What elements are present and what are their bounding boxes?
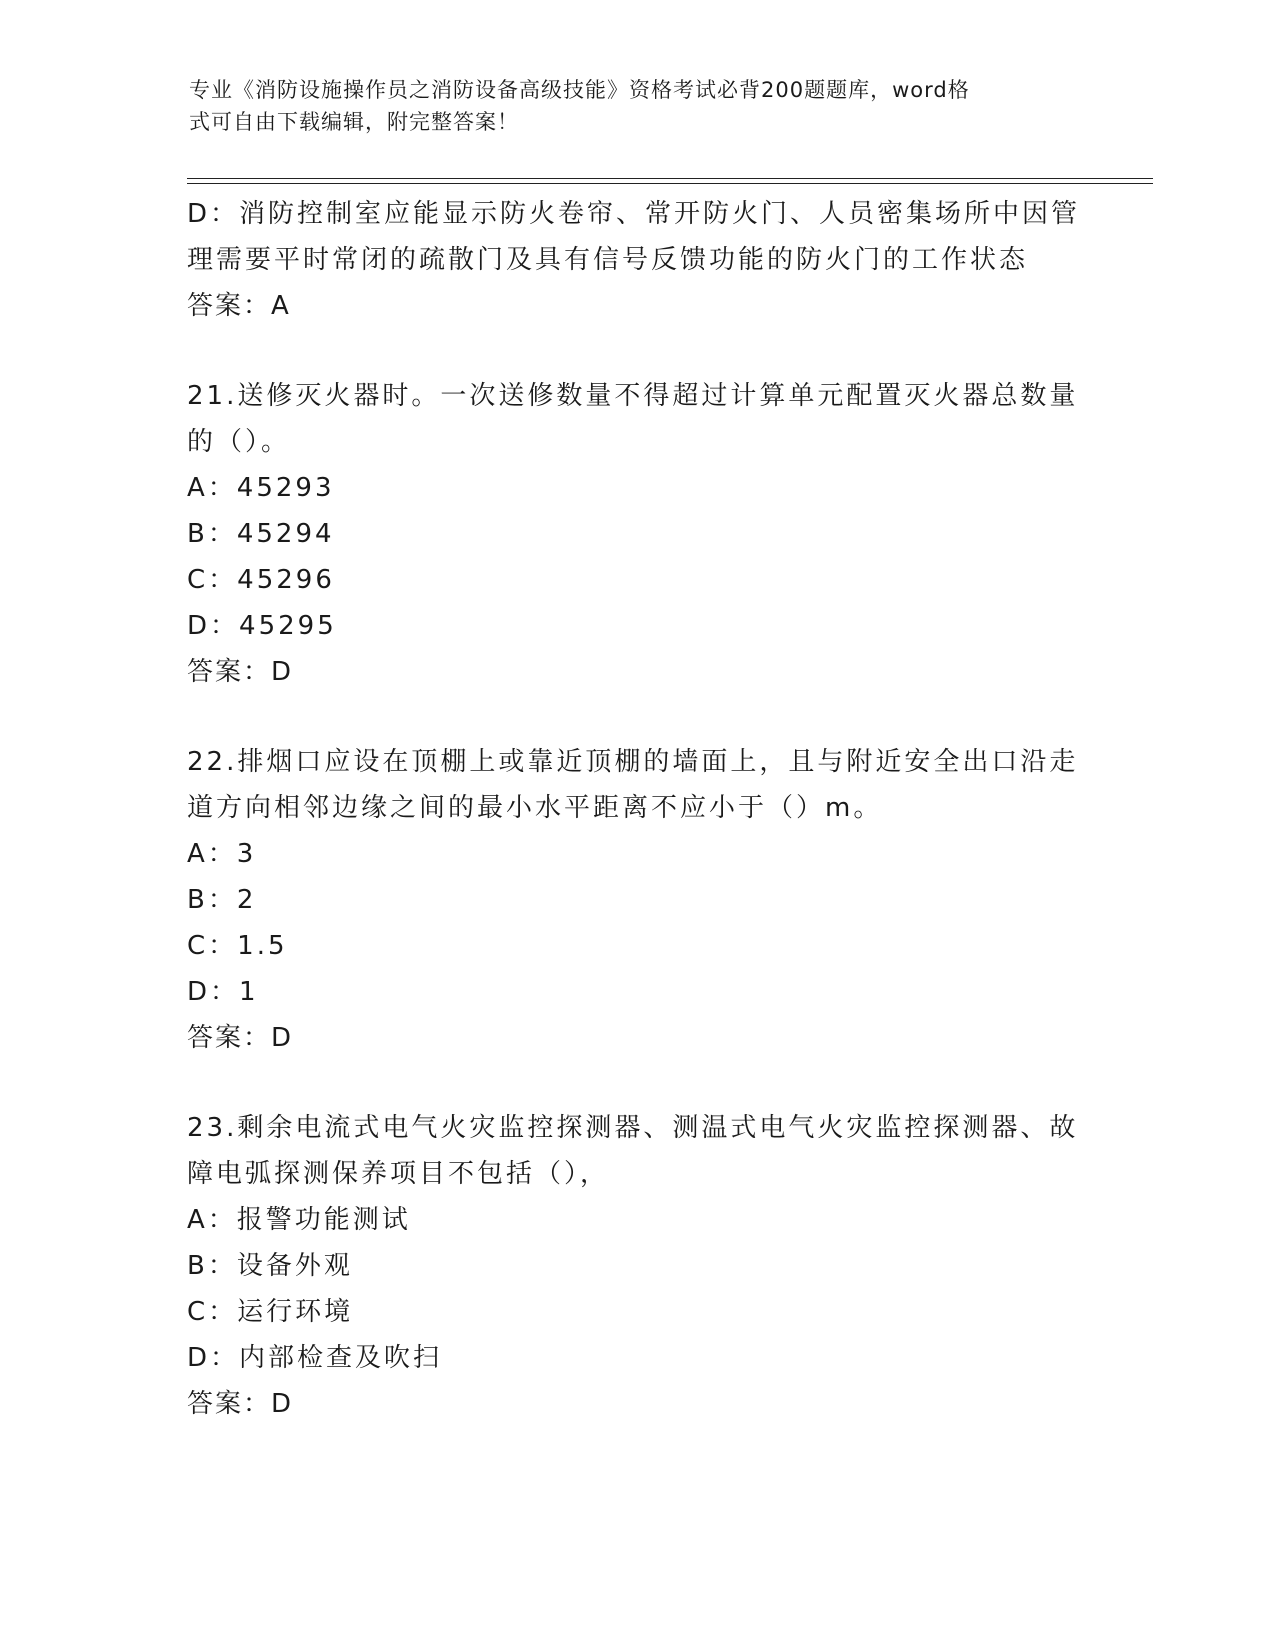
- spacer: [187, 329, 1087, 373]
- question-21: [187, 373, 1087, 695]
- header-line-2: 式可自由下载编辑，附完整答案！: [189, 110, 519, 134]
- option-d: D：1: [187, 977, 259, 1007]
- answer: 答案：D: [187, 1389, 294, 1419]
- option-b: B：设备外观: [187, 1251, 353, 1281]
- answer: 答案：A: [187, 291, 291, 321]
- question-23: [187, 1105, 1087, 1427]
- option-c: C：1.5: [187, 931, 288, 961]
- option-d-line-2: 理需要平时常闭的疏散门及具有信号反馈功能的防火门的工作状态: [187, 245, 1029, 275]
- option-c: C：45296: [187, 565, 335, 595]
- option-a: A：3: [187, 839, 257, 869]
- option-d: D：内部检查及吹扫: [187, 1343, 443, 1373]
- option-a: A：报警功能测试: [187, 1205, 411, 1235]
- option-b: B：45294: [187, 519, 335, 549]
- header-line-1: 专业《消防设施操作员之消防设备高级技能》资格考试必背200题题库，word格: [189, 78, 970, 102]
- question-stem-line-1: 21.送修灭火器时。一次送修数量不得超过计算单元配置灭火器总数量: [187, 381, 1079, 411]
- question-stem-line-2: 障电弧探测保养项目不包括（），: [187, 1159, 610, 1189]
- page-header: [189, 74, 1069, 138]
- page-content: [187, 191, 1087, 1427]
- question-stem-line-2: 的（）。: [187, 427, 291, 457]
- previous-question-tail: [187, 191, 1087, 329]
- option-b: B：2: [187, 885, 257, 915]
- question-22: [187, 739, 1087, 1061]
- answer: 答案：D: [187, 657, 294, 687]
- option-c: C：运行环境: [187, 1297, 354, 1327]
- question-stem-line-2: 道方向相邻边缘之间的最小水平距离不应小于（）m。: [187, 793, 883, 823]
- spacer: [187, 695, 1087, 739]
- option-d: D：45295: [187, 611, 337, 641]
- question-stem-line-1: 22.排烟口应设在顶棚上或靠近顶棚的墙面上，且与附近安全出口沿走: [187, 747, 1079, 777]
- spacer: [187, 1061, 1087, 1105]
- option-d-line-1: D：消防控制室应能显示防火卷帘、常开防火门、人员密集场所中因管: [187, 199, 1081, 229]
- answer: 答案：D: [187, 1023, 294, 1053]
- header-divider-top: [187, 178, 1153, 179]
- header-divider-bottom: [187, 183, 1153, 184]
- question-stem-line-1: 23.剩余电流式电气火灾监控探测器、测温式电气火灾监控探测器、故: [187, 1113, 1079, 1143]
- option-a: A：45293: [187, 473, 335, 503]
